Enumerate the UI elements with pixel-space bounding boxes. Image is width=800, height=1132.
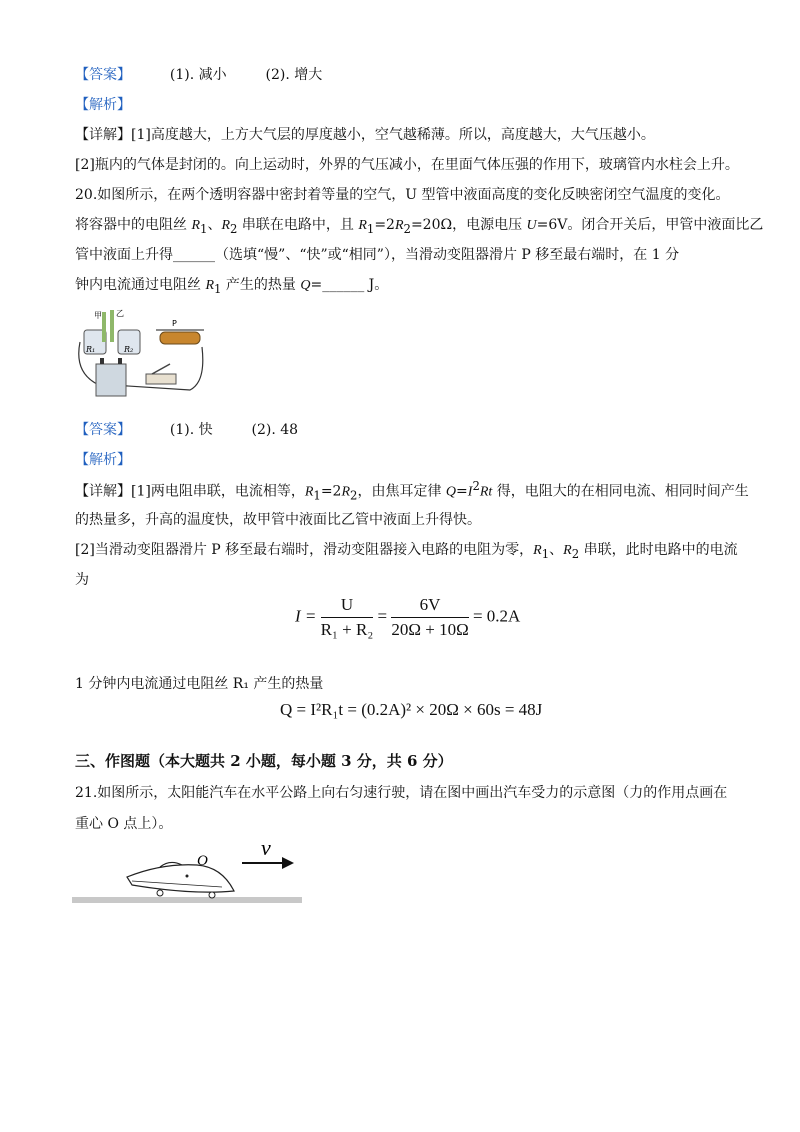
q20-line3: 管中液面上升得______（选填“慢”、“快”或“相同”），当滑动变阻器滑片 P 移至最右端时，在 1 分 <box>75 247 680 263</box>
label-o: O <box>197 853 208 869</box>
q19-detail-line1 <box>75 124 655 144</box>
heat-line: 1 分钟内电流通过电阻丝 R₁ 产生的热量 <box>75 676 324 692</box>
answer-1: (1). 快 <box>169 422 213 438</box>
analysis-tag: 【解析】 <box>75 97 131 113</box>
velocity-arrow-icon <box>282 857 294 869</box>
analysis-tag-2: 【解析】 <box>75 452 131 468</box>
q20-line2: 将容器中的电阻丝 $R_1$、$R_2$ 串联在电路中，且 $R_1=2R_2=20\Omega$，电源电压 U=6V。闭合开关后，甲管中液面比乙 <box>75 217 764 236</box>
label-v: v <box>261 835 271 860</box>
answer-1: (1). 减小 <box>169 67 227 83</box>
label-p: P <box>172 319 177 328</box>
q20-line4: 钟内电流通过电阻丝 $R_1$ 产生的热量 Q=______ J。 <box>75 277 389 296</box>
q20-answer-line: 【答案】 (1). 快 (2). 48 <box>75 422 299 438</box>
equation-current: I = $\frac{U}{\text{R₁ + R₂}}$ = $\frac{6V}{20\Omega + 10\Omega}$ = 0.2A <box>295 595 521 639</box>
answer-2: (2). 增大 <box>265 67 323 83</box>
detail-tag: 【详解】 <box>75 127 131 143</box>
detail-text: [1]高度越大，上方大气层的厚度越小，空气越稀薄。所以，高度越大，大气压越小。 <box>131 127 655 143</box>
answer-tag: 【答案】 <box>75 67 131 83</box>
q21-line1: 21.如图所示，太阳能汽车在水平公路上向右匀速行驶，请在图中画出汽车受力的示意图（力的作用点画在 <box>75 785 728 801</box>
solar-car-figure <box>72 835 307 910</box>
q21-line2: 重心 O 点上）。 <box>75 816 173 832</box>
label-r1: R₁ <box>86 345 96 354</box>
q20-detail-line3: [2]当滑动变阻器滑片 P 移至最右端时，滑动变阻器接入电路的电阻为零，$R_1$、$R_2$ 串联，此时电路中的电流 <box>75 542 738 561</box>
answer-2: (2). 48 <box>251 422 299 438</box>
section-title: 三、作图题（本大题共 2 小题，每小题 3 分，共 6 分） <box>75 752 453 770</box>
label-jia: 甲 <box>94 311 102 320</box>
label-r2: R₂ <box>124 345 134 354</box>
circuit-figure <box>72 302 212 402</box>
q20-detail-line2: 的热量多，升高的温度快，故甲管中液面比乙管中液面上升得快。 <box>75 512 481 528</box>
q19-detail-line2: [2]瓶内的气体是封闭的。向上运动时，外界的气压减小，在里面气体压强的作用下，玻璃管内水柱会上升。 <box>75 157 739 173</box>
equation-heat: Q = I²R₁t = (0.2A)² × 20Ω × 60s = 48J <box>280 700 543 719</box>
q20-detail-line4: 为 <box>75 572 89 588</box>
q20-detail-line1: 【详解】[1]两电阻串联，电流相等，$R_1=2R_2$，由焦耳定律 $Q=I^2Rt$ 得，电阻大的在相同电流、相同时间产生 <box>75 479 749 503</box>
label-yi: 乙 <box>116 309 124 318</box>
q20-line1: 20.如图所示，在两个透明容器中密封着等量的空气，U 型管中液面高度的变化反映密闭空气温度的变化。 <box>75 187 730 203</box>
q19-answer-line <box>75 64 322 84</box>
